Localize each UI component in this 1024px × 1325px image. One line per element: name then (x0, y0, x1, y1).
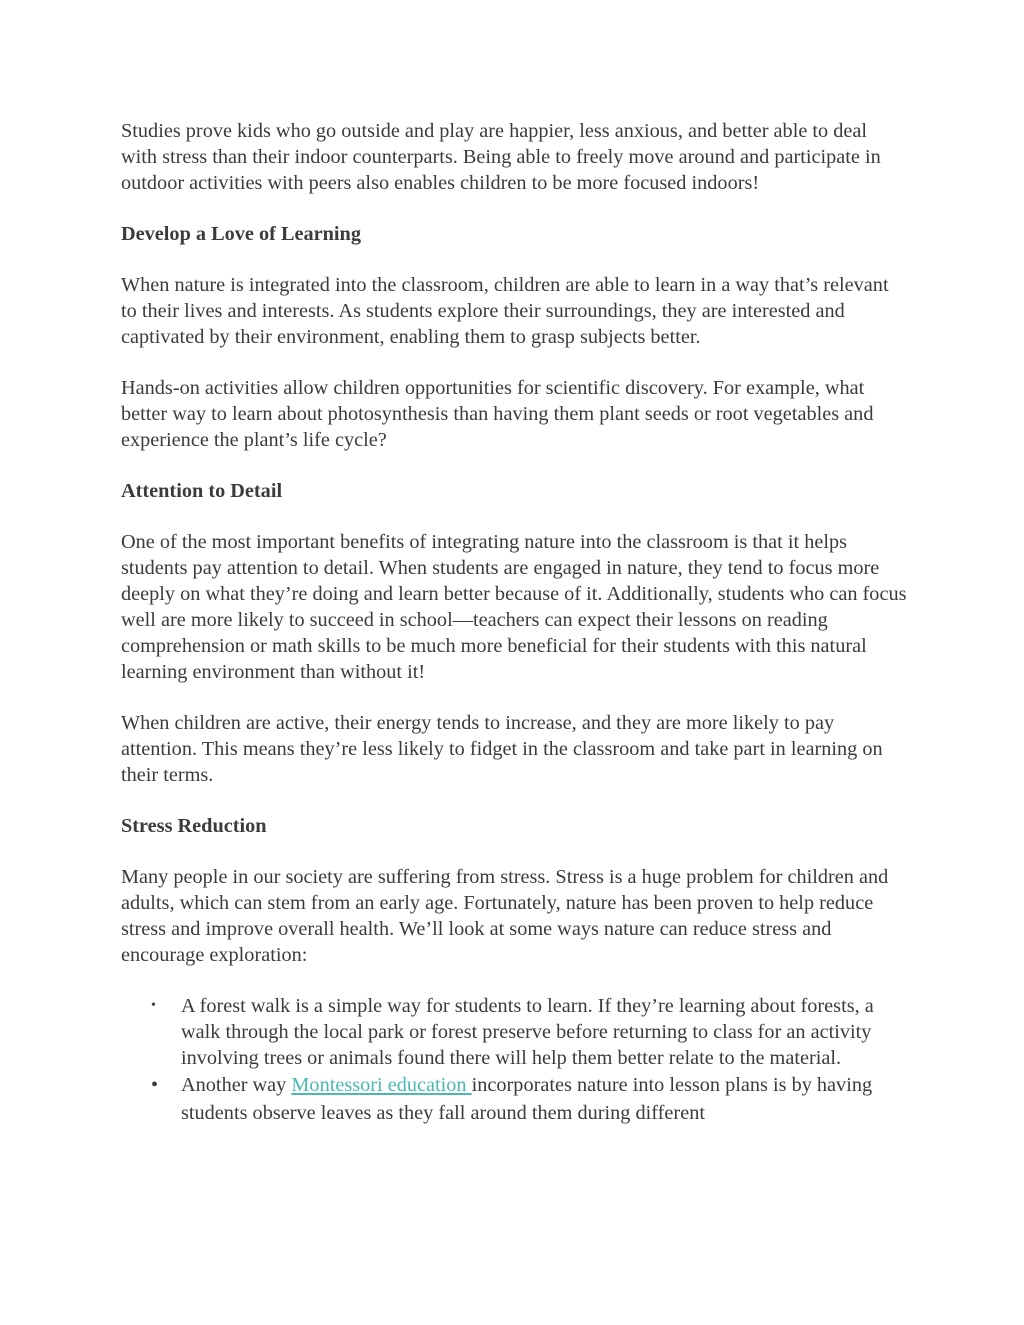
bullet-icon: • (151, 1074, 159, 1096)
paragraph-attention-benefits: One of the most important benefits of integrating nature into the classroom is that it helps students pay attention to detail. When students are engaged in nature, they tend to focus more deeply on what they’re doing and learn better because of it. Additionally, students who can focus well are more likely to succeed in school—teachers can expect their lessons on reading comprehension or math skills to be much more beneficial for their students with this natural learning environment than without it! (121, 531, 907, 683)
list-item-text-prefix: Another way (181, 1074, 292, 1096)
bullet-icon: • (151, 998, 156, 1013)
list-item (151, 993, 907, 1071)
list-item (151, 1071, 907, 1127)
list-item-text: A forest walk is a simple way for students to learn. If they’re learning about forests, a walk through the local park or forest preserve before returning to class for an activity involving trees or animals found there will help them better relate to the material. (181, 995, 874, 1069)
paragraph-stress-society: Many people in our society are suffering from stress. Stress is a huge problem for children and adults, which can stem from an early age. Fortunately, nature has been proven to help reduce stress and improve overall health. We’ll look at some ways nature can reduce stress and encourage exploration: (121, 866, 889, 966)
montessori-education-link[interactable]: Montessori education (291, 1074, 472, 1096)
heading-develop-love-of-learning: Develop a Love of Learning (121, 223, 361, 245)
heading-stress-reduction: Stress Reduction (121, 815, 267, 837)
paragraph-children-active: When children are active, their energy tends to increase, and they are more likely to pay attention. This means they’re less likely to fidget in the classroom and take part in learning on their terms. (121, 712, 883, 786)
heading-attention-to-detail: Attention to Detail (121, 480, 283, 502)
intro-paragraph: Studies prove kids who go outside and play are happier, less anxious, and better able to deal with stress than their indoor counterparts. Being able to freely move around and participate in outdoor activities with peers also enables children to be more focused indoors! (121, 120, 881, 194)
bullet-list (121, 993, 907, 1127)
paragraph-nature-integrated: When nature is integrated into the classroom, children are able to learn in a way that’s relevant to their lives and interests. As students explore their surroundings, they are interested and captivated by their environment, enabling them to grasp subjects better. (121, 274, 889, 348)
document-page (121, 118, 907, 1127)
list-item-text-suffix: incorporates nature into lesson plans is by having students observe leaves as they fall around them during different (181, 1074, 873, 1124)
paragraph-hands-on-activities: Hands-on activities allow children opportunities for scientific discovery. For example, what better way to learn about photosynthesis than having them plant seeds or root vegetables and experience the plant’s life cycle? (121, 377, 874, 451)
